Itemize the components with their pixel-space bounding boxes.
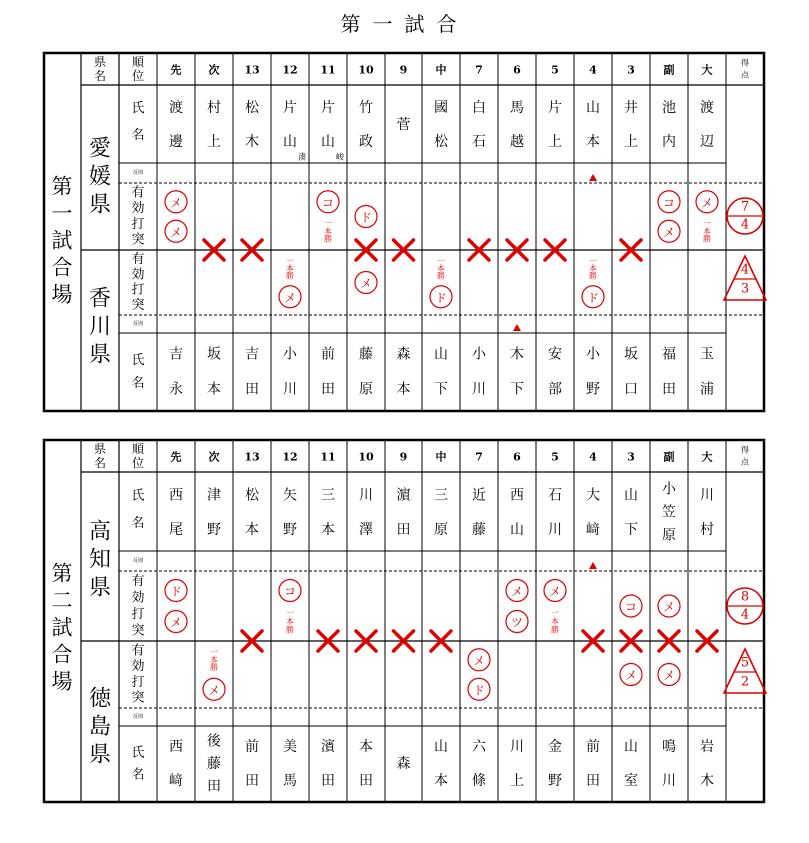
waza-mark-letter: メ (662, 225, 676, 240)
bottom-player-name: 田 (245, 773, 259, 789)
top-player-name: 上 (207, 134, 221, 150)
ippon-win-label: 一 (324, 218, 332, 228)
bottom-player-name: 濱 (321, 739, 335, 755)
top-team-prefecture: 県 (88, 192, 112, 218)
bottom-player-name: 藤 (207, 756, 221, 772)
header-position-label: 次 (208, 63, 220, 77)
waza-mark-letter: ド (586, 290, 600, 305)
bottom-team-prefecture: 県 (88, 342, 112, 368)
waza-mark-letter: メ (283, 290, 297, 305)
name-row-label: 名 (131, 515, 145, 531)
hits-row-label: 突 (131, 690, 145, 706)
top-player-name: 山 (510, 521, 524, 538)
top-player-name: 石 (548, 487, 562, 504)
waza-mark-letter: コ (662, 195, 676, 210)
bottom-player-name: 田 (207, 778, 221, 795)
top-player-name: 濵 (396, 487, 411, 504)
waza-mark-letter: ド (169, 584, 183, 599)
page-title: 第一試合 (340, 12, 469, 36)
bottom-player-name: 下 (434, 381, 448, 398)
hits-row-label: 打 (131, 606, 145, 622)
hits-row-label: 有 (131, 573, 145, 589)
bottom-player-name: 前 (586, 739, 600, 755)
hits-row-label: 効 (131, 590, 145, 606)
name-row-label: 氏 (131, 745, 145, 761)
top-player-name: 田 (396, 521, 411, 538)
match-sheet-2 (0, 440, 809, 805)
waza-mark-letter: コ (283, 584, 297, 599)
bottom-player-name: 川 (283, 381, 297, 398)
top-score-points: 4 (740, 217, 750, 233)
player-name-note: 湊 (298, 152, 306, 162)
bottom-score-points: 2 (740, 674, 750, 690)
top-player-name: 川 (359, 487, 373, 504)
header-position-label: 中 (435, 450, 447, 464)
ippon-win-label: 一 (703, 218, 711, 228)
bottom-player-name: 上 (510, 773, 524, 789)
header-position-label: 9 (399, 450, 408, 464)
ippon-win-label: 一 (286, 608, 294, 618)
bottom-player-name: 小 (586, 346, 600, 363)
bottom-player-name: 安 (548, 346, 562, 363)
name-row-label: 氏 (131, 101, 145, 116)
bottom-player-name: 鳴 (662, 739, 676, 755)
bottom-player-name: 下 (510, 381, 524, 398)
venue-label: 場 (51, 669, 73, 694)
venue-label: 第 (51, 174, 73, 199)
ippon-win-label: 勝 (437, 271, 445, 281)
top-score-points: 4 (740, 607, 750, 623)
name-row-label: 名 (131, 767, 145, 783)
foul-row-label: 反則 (132, 558, 144, 564)
header-position-label: 大 (701, 63, 713, 77)
bottom-player-name: 六 (472, 739, 486, 755)
header-position-label: 11 (320, 450, 336, 464)
header-order-label: 順 (131, 55, 145, 69)
header-pref-label: 県 (93, 55, 107, 69)
top-player-name: 石 (472, 134, 486, 150)
bottom-score-points: 3 (740, 281, 750, 297)
foul-row-label: 反則 (132, 714, 144, 720)
top-score-wins: 8 (740, 589, 750, 605)
bottom-player-name: 口 (624, 381, 638, 398)
top-team-prefecture: 知 (88, 547, 112, 573)
ippon-win-label: 本 (703, 226, 711, 236)
waza-mark-letter: メ (359, 276, 373, 291)
bottom-player-name: 條 (472, 773, 486, 789)
top-player-name: 川 (548, 521, 562, 538)
bottom-player-name: 藤 (359, 346, 373, 363)
foul-row-label: 反則 (132, 321, 144, 327)
waza-mark-letter: ド (434, 290, 448, 305)
ippon-win-label: 勝 (551, 625, 559, 635)
header-position-label: 6 (513, 450, 521, 464)
top-player-name: 渡 (169, 100, 183, 116)
hits-row-label: 打 (131, 674, 145, 690)
bottom-player-name: 野 (548, 773, 562, 789)
bottom-player-name: 﨑 (169, 773, 183, 789)
top-player-name: 大 (586, 487, 600, 504)
bottom-player-name: 本 (396, 381, 411, 398)
bottom-player-name: 馬 (283, 773, 297, 789)
ippon-win-label: 一 (551, 608, 559, 618)
waza-mark-letter: ド (472, 683, 486, 698)
foul-triangle-icon (513, 324, 521, 331)
bottom-player-name: 金 (548, 739, 562, 755)
header-position-label: 3 (627, 450, 635, 464)
header-order-label: 位 (131, 69, 145, 83)
header-position-label: 13 (244, 450, 260, 464)
ippon-win-label: 本 (286, 263, 294, 273)
top-player-name: 三 (434, 487, 448, 504)
hits-row-label: 有 (131, 643, 145, 659)
top-player-name: 尾 (169, 521, 183, 538)
bottom-player-name: 田 (359, 773, 373, 789)
hits-row-label: 有 (131, 252, 145, 268)
bottom-player-name: 本 (207, 381, 221, 398)
bottom-team-prefecture: 島 (88, 714, 112, 740)
hits-row-label: 突 (131, 623, 145, 639)
venue-label: 試 (51, 228, 73, 253)
hits-row-label: 有 (131, 185, 145, 201)
bottom-player-name: 木 (700, 773, 714, 789)
top-player-name: 上 (624, 134, 638, 150)
top-player-name: 木 (245, 134, 259, 150)
bottom-team-prefecture: 県 (88, 742, 112, 768)
header-position-label: 13 (244, 63, 260, 77)
top-player-name: 井 (624, 100, 638, 116)
ippon-win-label: 本 (210, 655, 218, 665)
hits-row-label: 突 (131, 297, 145, 313)
ippon-win-label: 勝 (589, 271, 597, 281)
top-player-name: 内 (662, 134, 676, 150)
top-player-name: 片 (283, 100, 297, 116)
top-player-name: 藤 (472, 521, 486, 538)
top-player-name: 池 (662, 100, 676, 116)
waza-mark-letter: メ (169, 225, 183, 240)
bottom-player-name: 玉 (700, 346, 714, 363)
hits-row-label: 打 (131, 282, 145, 298)
top-player-name: 馬 (510, 100, 524, 116)
top-player-name: 原 (434, 521, 448, 538)
header-position-label: 5 (551, 63, 559, 77)
header-position-label: 副 (663, 450, 675, 464)
top-player-name: 野 (283, 521, 297, 538)
top-score-wins: 7 (740, 199, 750, 215)
bottom-player-name: 原 (359, 381, 373, 398)
bottom-team-prefecture: 香 (88, 286, 112, 312)
top-player-name: 辺 (700, 134, 714, 150)
waza-mark-letter: メ (624, 668, 638, 683)
bottom-player-name: 美 (283, 739, 297, 755)
bottom-player-name: 福 (662, 346, 676, 363)
venue-label: 試 (51, 615, 73, 640)
name-row-label: 氏 (131, 488, 145, 504)
top-player-name: 竹 (359, 100, 373, 116)
top-player-name: 野 (207, 521, 221, 538)
bottom-player-name: 小 (283, 346, 297, 363)
top-player-name: 山 (624, 487, 638, 504)
foul-row-label: 反則 (132, 170, 144, 176)
ippon-win-label: 本 (589, 263, 597, 273)
bottom-player-name: 山 (434, 739, 448, 755)
waza-mark-letter: メ (662, 600, 676, 614)
header-score-label: 得 (741, 445, 749, 455)
top-player-name: 川 (700, 487, 714, 504)
bottom-player-name: 本 (434, 773, 448, 789)
ippon-win-label: 勝 (324, 234, 332, 244)
bottom-player-name: 田 (245, 381, 259, 398)
header-score-label: 点 (741, 457, 749, 467)
waza-mark-letter: メ (700, 195, 714, 210)
top-player-name: 松 (245, 487, 259, 504)
header-score-label: 得 (741, 58, 749, 68)
top-team-prefecture: 愛 (88, 136, 112, 162)
bottom-player-name: 川 (662, 773, 676, 789)
ippon-win-label: 本 (324, 226, 332, 236)
ippon-win-label: 一 (286, 256, 294, 266)
top-player-name: 山 (283, 134, 297, 150)
venue-label: 場 (51, 282, 73, 307)
top-player-name: 政 (359, 134, 373, 150)
waza-mark-letter: メ (662, 668, 676, 683)
bottom-player-name: 森 (396, 756, 411, 772)
ippon-win-label: 一 (210, 647, 218, 657)
header-position-label: 副 (663, 63, 675, 77)
header-order-label: 位 (131, 456, 145, 470)
top-player-name: 澤 (359, 521, 373, 538)
ippon-win-label: 勝 (286, 271, 294, 281)
bottom-player-name: 田 (321, 773, 335, 789)
ippon-win-label: 勝 (286, 625, 294, 635)
bottom-player-name: 永 (169, 381, 183, 398)
top-player-name: 本 (321, 521, 335, 538)
top-player-name: 菅 (396, 117, 411, 133)
top-player-name: 片 (321, 100, 335, 116)
top-team-prefecture: 高 (88, 519, 112, 545)
foul-triangle-icon (589, 174, 597, 181)
top-player-name: 近 (472, 487, 486, 504)
ippon-win-label: 本 (437, 263, 445, 273)
bottom-player-name: 前 (321, 346, 335, 363)
top-player-name: 下 (624, 521, 638, 538)
header-position-label: 次 (208, 450, 220, 464)
header-position-label: 10 (358, 450, 374, 464)
top-player-name: 西 (169, 487, 183, 504)
venue-label: 第 (51, 561, 73, 586)
bottom-player-name: 山 (434, 346, 448, 363)
waza-mark-letter: ド (359, 210, 373, 225)
venue-label: 合 (51, 255, 73, 280)
top-player-name: 松 (245, 100, 259, 116)
top-player-name: 本 (586, 134, 600, 150)
bottom-player-name: 川 (472, 381, 486, 398)
bottom-player-name: 本 (359, 739, 373, 755)
header-position-label: 大 (701, 450, 713, 464)
bottom-player-name: 西 (169, 739, 183, 755)
hits-row-label: 突 (131, 232, 145, 248)
ippon-win-label: 本 (286, 617, 294, 626)
waza-mark-letter: メ (169, 615, 183, 630)
bottom-player-name: 岩 (700, 739, 714, 755)
waza-mark-letter: メ (207, 683, 221, 698)
foul-triangle-icon (589, 562, 597, 569)
top-player-name: 上 (548, 134, 562, 150)
header-position-label: 6 (513, 63, 521, 77)
top-player-name: 山 (586, 100, 600, 116)
hits-row-label: 打 (131, 216, 145, 232)
top-player-name: 矢 (283, 487, 297, 504)
bottom-player-name: 野 (586, 381, 600, 398)
bottom-team-prefecture: 徳 (88, 686, 112, 712)
top-player-name: 邊 (169, 134, 183, 150)
waza-mark-letter: コ (321, 195, 335, 210)
bottom-player-name: 田 (321, 381, 335, 398)
bottom-player-name: 田 (662, 381, 676, 398)
top-team-prefecture: 媛 (88, 164, 112, 190)
header-position-label: 3 (627, 63, 635, 77)
top-player-name: 津 (207, 487, 221, 504)
ippon-win-label: 勝 (703, 234, 711, 244)
bottom-player-name: 山 (624, 739, 638, 755)
header-position-label: 4 (589, 63, 597, 77)
waza-mark-letter: ツ (510, 615, 524, 630)
header-position-label: 7 (475, 450, 483, 464)
bottom-player-name: 吉 (169, 346, 183, 363)
top-player-name: 松 (434, 134, 448, 150)
bottom-player-name: 後 (207, 733, 221, 750)
bottom-player-name: 前 (245, 739, 259, 755)
header-pref-label: 名 (93, 69, 107, 83)
top-player-name: 西 (510, 487, 524, 504)
bottom-player-name: 田 (586, 773, 600, 789)
bottom-player-name: 部 (548, 381, 562, 398)
bottom-player-name: 吉 (245, 346, 259, 363)
header-position-label: 先 (170, 450, 182, 464)
header-position-label: 11 (320, 63, 336, 77)
waza-mark-letter: メ (472, 653, 486, 668)
header-pref-label: 県 (93, 442, 107, 456)
top-player-name: 村 (700, 521, 714, 538)
name-row-label: 氏 (131, 353, 145, 368)
header-score-label: 点 (741, 70, 749, 80)
bottom-player-name: 室 (624, 773, 638, 789)
top-player-name: 原 (662, 527, 676, 544)
top-player-name: 本 (245, 521, 259, 538)
bottom-score-wins: 4 (740, 262, 750, 278)
venue-label: 一 (51, 201, 73, 226)
ippon-win-label: 本 (551, 617, 559, 626)
header-position-label: 12 (282, 450, 298, 464)
ippon-win-label: 勝 (210, 663, 218, 673)
venue-label: 合 (51, 642, 73, 667)
header-position-label: 5 (551, 450, 559, 464)
waza-mark-letter: メ (510, 584, 524, 599)
top-player-name: 三 (321, 487, 335, 504)
top-player-name: 越 (510, 134, 524, 150)
match-sheet-1 (0, 53, 809, 413)
bottom-player-name: 川 (510, 739, 524, 755)
top-player-name: 村 (207, 100, 221, 116)
header-position-label: 12 (282, 63, 298, 77)
bottom-player-name: 木 (510, 346, 524, 363)
waza-mark-letter: メ (169, 195, 183, 210)
venue-label: 二 (51, 588, 73, 613)
ippon-win-label: 一 (589, 256, 597, 266)
bottom-player-name: 坂 (207, 346, 221, 363)
ippon-win-label: 一 (437, 256, 445, 266)
bottom-player-name: 小 (472, 346, 486, 363)
header-position-label: 4 (589, 450, 597, 464)
player-name-note: 峻 (336, 152, 344, 162)
header-pref-label: 名 (93, 456, 107, 470)
top-player-name: 山 (321, 134, 335, 150)
bottom-player-name: 森 (396, 346, 411, 363)
bottom-player-name: 坂 (624, 346, 638, 363)
hits-row-label: 効 (131, 659, 145, 675)
top-player-name: 﨑 (586, 521, 600, 538)
header-position-label: 10 (358, 63, 374, 77)
hits-row-label: 効 (131, 201, 145, 217)
header-position-label: 9 (399, 63, 408, 77)
name-row-label: 名 (131, 376, 145, 391)
bottom-score-wins: 5 (740, 655, 750, 671)
bottom-team-prefecture: 川 (88, 314, 112, 340)
top-player-name: 小 (662, 481, 676, 498)
header-order-label: 順 (131, 442, 145, 456)
hits-row-label: 効 (131, 267, 145, 283)
waza-mark-letter: メ (548, 584, 562, 599)
top-player-name: 國 (434, 100, 448, 116)
top-player-name: 白 (472, 100, 486, 116)
top-player-name: 片 (548, 100, 562, 116)
top-player-name: 笠 (662, 504, 676, 521)
header-position-label: 7 (475, 63, 483, 77)
name-row-label: 名 (131, 128, 145, 143)
top-team-prefecture: 県 (88, 575, 112, 601)
top-player-name: 渡 (700, 100, 714, 116)
header-position-label: 先 (170, 63, 182, 77)
waza-mark-letter: コ (624, 600, 638, 614)
bottom-player-name: 浦 (700, 381, 714, 398)
header-position-label: 中 (435, 63, 447, 77)
